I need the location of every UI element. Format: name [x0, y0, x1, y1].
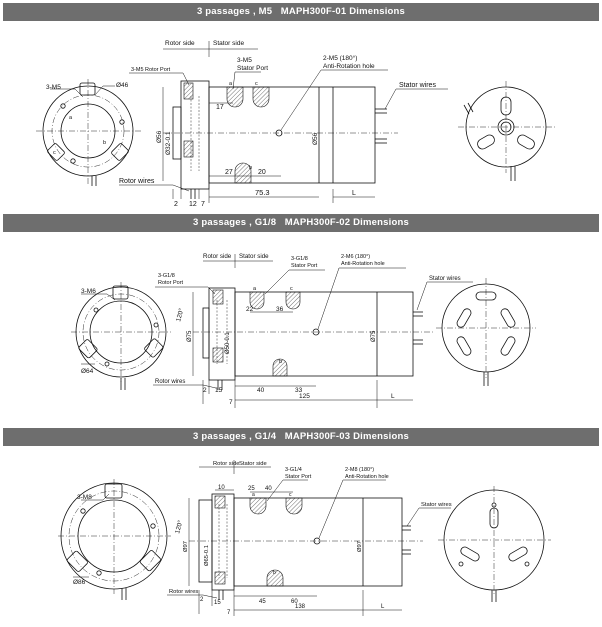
stator-port-l2: Stator Port — [237, 65, 269, 72]
side-a-label: a — [229, 81, 233, 87]
dim-2: 2 — [200, 597, 204, 603]
section-2-title: 3 passages , G1/8 MAPH300F-02 Dimensions — [193, 217, 409, 228]
stator-side-label: Stator side — [239, 461, 267, 467]
dim-10: 10 — [218, 485, 225, 491]
port-a-label: a — [69, 115, 73, 121]
dim-60: 60 — [291, 599, 298, 605]
section-1-drawing — [3, 21, 599, 209]
dim-75-3: 75.3 — [255, 188, 270, 197]
dim-2: 2 — [203, 387, 207, 394]
stator-port-l2: Stator Port — [291, 263, 318, 269]
dim-36: 36 — [276, 306, 284, 313]
dim-L: L — [391, 393, 395, 400]
stator-port-l1: 3-G1/4 — [285, 467, 302, 473]
rotor-wires-label: Rotor wires — [169, 589, 199, 595]
dim-20: 20 — [258, 169, 266, 176]
stator-port-l1: 3-M5 — [237, 57, 252, 64]
section-3-drawing — [3, 446, 599, 622]
dim-22: 22 — [246, 306, 254, 313]
dim-2: 2 — [174, 201, 178, 208]
section-1-header — [3, 3, 599, 21]
dim-15: 15 — [215, 387, 223, 394]
front-angle-label: 120° — [175, 307, 186, 323]
anti-rot-l1: 2-M5 (180°) — [323, 55, 358, 62]
dim-138: 138 — [295, 604, 306, 610]
dim-40: 40 — [265, 486, 272, 492]
rotor-wires-label: Rotor wires — [119, 178, 155, 185]
front-thread-label: 3-M6 — [81, 288, 96, 295]
front-dia-label: Ø64 — [81, 368, 94, 375]
dim-125: 125 — [299, 393, 310, 400]
dim-L: L — [381, 604, 385, 610]
front-dia-label: Ø46 — [116, 82, 129, 89]
dia-97-left: Ø97 — [183, 541, 189, 552]
dim-15: 15 — [214, 600, 221, 606]
stator-port-l1: 3-G1/8 — [291, 256, 308, 262]
front-view-3 — [58, 479, 185, 600]
port-b-label: b — [103, 140, 107, 146]
dim-25: 25 — [248, 486, 255, 492]
stator-side-label: Stator side — [213, 40, 245, 47]
front-view-2 — [71, 282, 186, 390]
dia-56-left: Ø56 — [156, 130, 163, 143]
front-dia-label: Ø86 — [73, 579, 86, 586]
side-c-label: c — [255, 81, 258, 87]
rear-view-2 — [436, 278, 536, 386]
anti-rot-l2: Anti-Rotation hole — [341, 261, 385, 267]
side-view-3 — [167, 460, 452, 616]
dia-50: Ø50-0.1 — [225, 332, 231, 354]
dim-17: 17 — [216, 104, 224, 111]
front-thread-label: 3-M8 — [77, 494, 92, 501]
dia-56-right: Ø56 — [312, 132, 319, 145]
anti-rot-l1: 2-M8 (180°) — [345, 467, 375, 473]
rotor-side-label: Rotor side — [213, 461, 240, 467]
dim-33: 33 — [295, 387, 303, 394]
side-b-label: b — [279, 359, 283, 365]
section-1-title: 3 passages , M5 MAPH300F-01 Dimensions — [196, 6, 406, 17]
side-b-label: b — [273, 570, 276, 576]
front-thread-label: 3-M5 — [46, 84, 61, 91]
rotor-side-label: Rotor side — [165, 40, 195, 47]
dim-40: 40 — [257, 387, 265, 394]
side-view-2 — [153, 253, 473, 408]
rotor-port-l2: Rotor Port — [158, 280, 184, 286]
dim-7: 7 — [227, 610, 231, 616]
section-3-header — [3, 428, 599, 446]
stator-port-l2: Stator Port — [285, 474, 312, 480]
rotor-wires-label: Rotor wires — [155, 379, 186, 385]
dia-32: Ø32-0.1 — [165, 131, 172, 155]
dim-45: 45 — [259, 599, 266, 605]
port-c-label: c — [53, 150, 56, 156]
front-angle-label: 120° — [174, 519, 185, 535]
stator-side-label: Stator side — [239, 253, 269, 260]
dim-7: 7 — [201, 201, 205, 208]
front-view-1 — [36, 79, 141, 186]
rear-view-1 — [458, 81, 555, 181]
dim-12: 12 — [189, 201, 197, 208]
dia-65: Ø65-0.1 — [204, 545, 210, 566]
rear-view-3 — [438, 486, 551, 602]
stator-wires-label: Stator wires — [399, 82, 436, 89]
rotor-port-label: 3-M5 Rotor Port — [131, 67, 171, 73]
side-a-label: a — [252, 492, 255, 498]
stator-wires-label: Stator wires — [429, 276, 461, 282]
section-2-drawing — [3, 232, 599, 420]
stator-wires-label: Stator wires — [421, 502, 452, 508]
section-2-header — [3, 214, 599, 232]
side-view-1 — [119, 40, 448, 208]
side-c-label: c — [290, 286, 293, 292]
anti-rot-l2: Anti-Rotation hole — [345, 474, 389, 480]
rotor-port-l1: 3-G1/8 — [158, 273, 175, 279]
side-b-label: b — [249, 165, 253, 171]
dim-27: 27 — [225, 169, 233, 176]
rotor-side-label: Rotor side — [203, 253, 232, 260]
side-c-label: c — [289, 492, 292, 498]
dim-7: 7 — [229, 399, 233, 406]
dia-97-right: Ø97 — [357, 541, 363, 552]
dia-75-right: Ø75 — [371, 330, 377, 342]
dia-75-left: Ø75 — [187, 330, 193, 342]
section-3-title: 3 passages , G1/4 MAPH300F-03 Dimensions — [193, 431, 409, 442]
anti-rot-l2: Anti-Rotation hole — [323, 63, 375, 70]
side-a-label: a — [253, 286, 257, 292]
dim-L: L — [352, 190, 356, 197]
anti-rot-l1: 2-M6 (180°) — [341, 254, 371, 260]
